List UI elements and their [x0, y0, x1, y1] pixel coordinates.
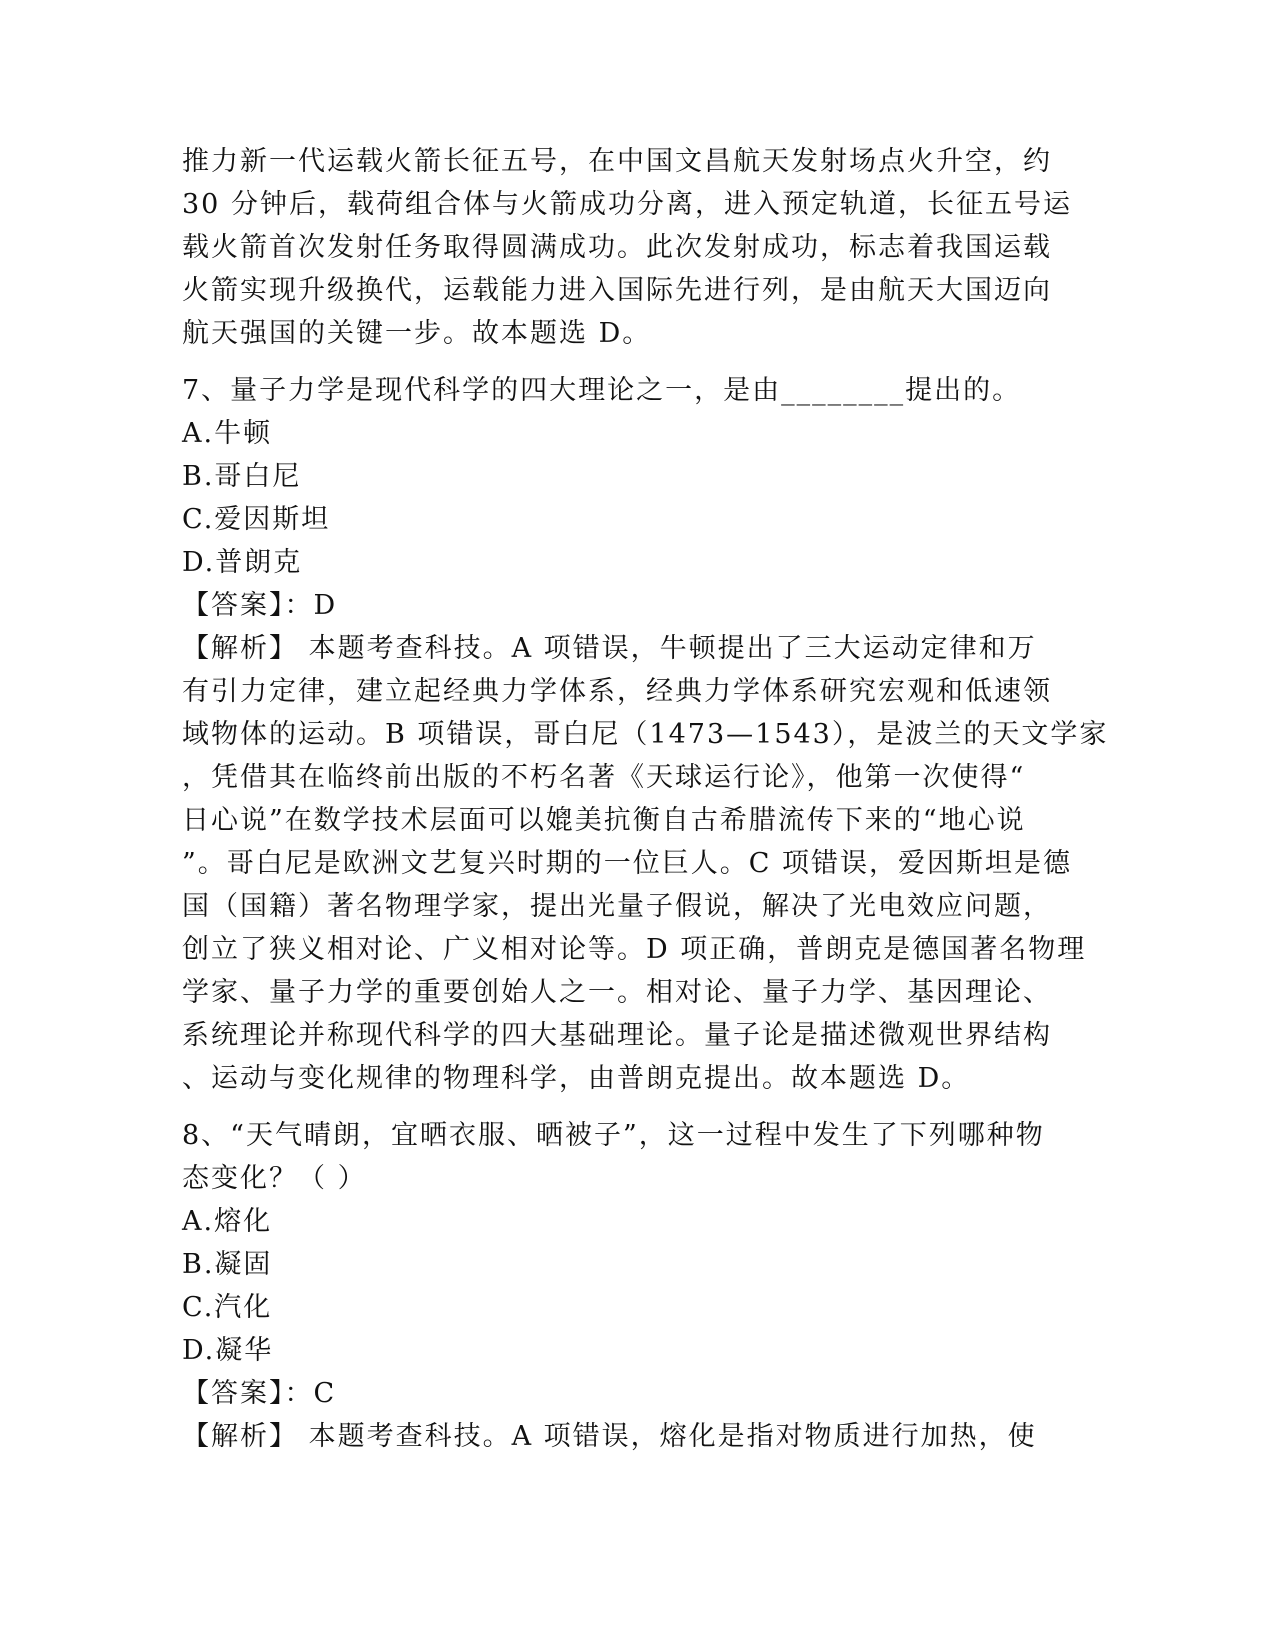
intro-line: 30 分钟后，载荷组合体与火箭成功分离，进入预定轨道，长征五号运 — [182, 189, 1072, 220]
spacer — [182, 355, 1082, 369]
intro-line: 火箭实现升级换代，运载能力进入国际先进行列，是由航天大国迈向 — [182, 275, 1052, 306]
question-stem: 7、量子力学是现代科学的四大理论之一，是由________提出的。 — [182, 375, 1022, 406]
answer: 【答案】：D — [182, 590, 338, 621]
option-c: C.爱因斯坦 — [182, 504, 331, 535]
document-page — [182, 140, 1109, 1458]
analysis-line: 创立了狭义相对论、广义相对论等。D 项正确，普朗克是德国著名物理 — [182, 934, 1087, 965]
option-d: D.普朗克 — [182, 547, 303, 578]
analysis-line: 系统理论并称现代科学的四大基础理论。量子论是描述微观世界结构 — [182, 1020, 1052, 1051]
answer: 【答案】：C — [182, 1378, 337, 1409]
question-8 — [182, 1114, 1082, 1458]
option-d: D.凝华 — [182, 1335, 274, 1366]
intro-line: 推力新一代运载火箭长征五号，在中国文昌航天发射场点火升空，约 — [182, 146, 1052, 177]
analysis-line: ”。哥白尼是欧洲文艺复兴时期的一位巨人。C 项错误，爱因斯坦是德 — [182, 848, 1073, 879]
analysis-line: 学家、量子力学的重要创始人之一。相对论、量子力学、基因理论、 — [182, 977, 1052, 1008]
analysis-line: 日心说”在数学技术层面可以媲美抗衡自古希腊流传下来的“地心说 — [182, 805, 1026, 836]
analysis-line: 【解析】 本题考查科技。A 项错误，熔化是指对物质进行加热，使 — [182, 1421, 1037, 1452]
question-stem: 态变化？（ ） — [182, 1163, 367, 1194]
option-a: A.牛顿 — [182, 418, 273, 449]
option-a: A.熔化 — [182, 1206, 273, 1237]
option-b: B.哥白尼 — [182, 461, 302, 492]
analysis-line: 有引力定律，建立起经典力学体系，经典力学体系研究宏观和低速领 — [182, 676, 1052, 707]
analysis-line: ，凭借其在临终前出版的不朽名著《天球运行论》，他第一次使得“ — [182, 762, 1026, 793]
analysis-line: 国（国籍）著名物理学家，提出光量子假说，解决了光电效应问题， — [182, 891, 1052, 922]
option-c: C.汽化 — [182, 1292, 273, 1323]
question-7 — [182, 369, 1109, 1100]
intro-line: 载火箭首次发射任务取得圆满成功。此次发射成功，标志着我国运载 — [182, 232, 1052, 263]
analysis-line: 【解析】 本题考查科技。A 项错误，牛顿提出了三大运动定律和万 — [182, 633, 1037, 664]
spacer — [182, 1100, 1082, 1114]
analysis-line: 域物体的运动。B 项错误，哥白尼（1473—1543），是波兰的天文学家 — [182, 719, 1109, 750]
analysis-line: 、运动与变化规律的物理科学，由普朗克提出。故本题选 D。 — [182, 1063, 971, 1094]
question-stem: 8、“天气晴朗，宜晒衣服、晒被子”，这一过程中发生了下列哪种物 — [182, 1120, 1045, 1151]
option-b: B.凝固 — [182, 1249, 273, 1280]
intro-paragraph — [182, 140, 1082, 355]
intro-line: 航天强国的关键一步。故本题选 D。 — [182, 318, 652, 349]
